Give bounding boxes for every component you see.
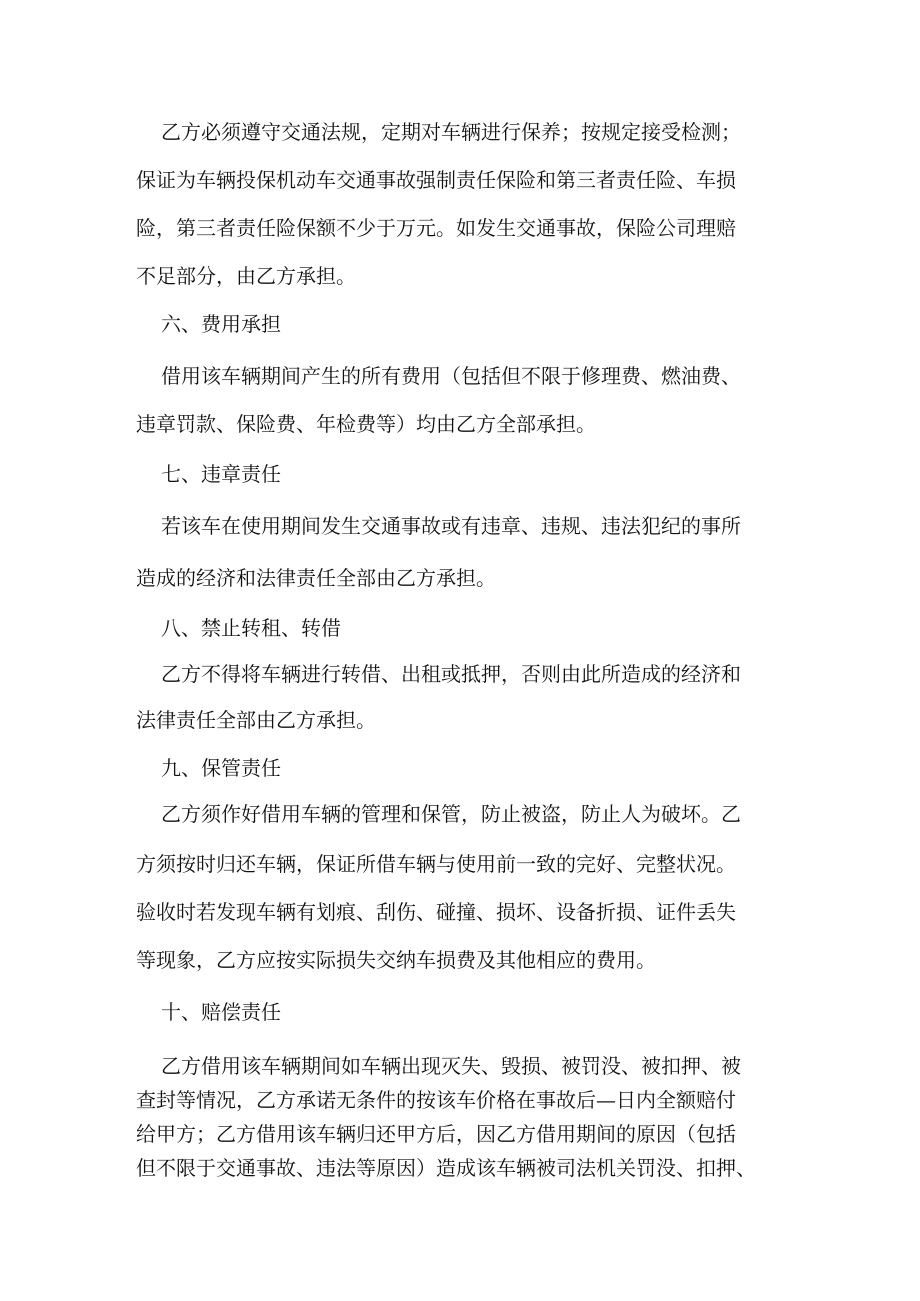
paragraph-line: 乙方借用该车辆期间如车辆出现灭失、毁损、被罚没、被扣押、被	[161, 1054, 741, 1078]
paragraph-line: 若该车在使用期间发生交通事故或有违章、违规、违法犯纪的事所	[161, 514, 741, 538]
paragraph-line: 乙方必须遵守交通法规，定期对车辆进行保养；按规定接受检测；	[161, 120, 741, 144]
section-heading: 九、保管责任	[161, 756, 281, 780]
paragraph-line: 险，第三者责任险保额不少于万元。如发生交通事故，保险公司理赔	[136, 216, 736, 240]
paragraph-line: 造成的经济和法律责任全部由乙方承担。	[136, 566, 496, 590]
paragraph-line: 保证为车辆投保机动车交通事故强制责任保险和第三者责任险、车损	[136, 168, 736, 192]
paragraph-line: 验收时若发现车辆有划痕、刮伤、碰撞、损坏、设备折损、证件丢失	[136, 900, 736, 924]
paragraph-line: 给甲方；乙方借用该车辆归还甲方后，因乙方借用期间的原因（包括	[136, 1122, 736, 1146]
section-heading: 七、违章责任	[161, 462, 281, 486]
paragraph-line: 不足部分，由乙方承担。	[136, 264, 356, 288]
section-heading: 八、禁止转租、转借	[161, 616, 341, 640]
paragraph-line: 但不限于交通事故、违法等原因）造成该车辆被司法机关罚没、扣押、	[136, 1156, 756, 1180]
paragraph-line: 查封等情况，乙方承诺无条件的按该车价格在事故后—日内全额赔付	[136, 1088, 736, 1112]
paragraph-line: 乙方须作好借用车辆的管理和保管，防止被盗，防止人为破坏。乙	[161, 802, 741, 826]
paragraph-line: 法律责任全部由乙方承担。	[136, 708, 376, 732]
paragraph-line: 方须按时归还车辆，保证所借车辆与使用前一致的完好、完整状况。	[136, 852, 736, 876]
paragraph-line: 等现象，乙方应按实际损失交纳车损费及其他相应的费用。	[136, 948, 656, 972]
paragraph-line: 违章罚款、保险费、年检费等）均由乙方全部承担。	[136, 412, 596, 436]
section-heading: 六、费用承担	[161, 312, 281, 336]
section-heading: 十、赔偿责任	[161, 1000, 281, 1024]
paragraph-line: 借用该车辆期间产生的所有费用（包括但不限于修理费、燃油费、	[161, 364, 741, 388]
paragraph-line: 乙方不得将车辆进行转借、出租或抵押，否则由此所造成的经济和	[161, 662, 741, 686]
